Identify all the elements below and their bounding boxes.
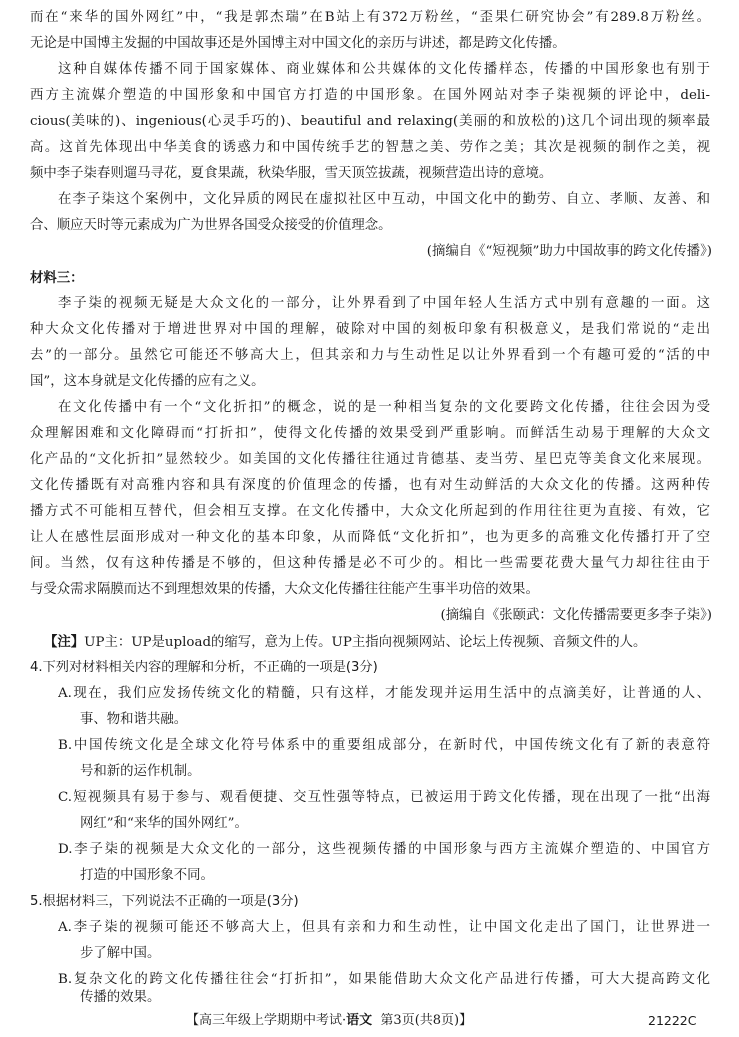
question-stem: 5.根据材料三，下列说法不正确的一项是(3分) bbox=[30, 894, 299, 909]
paragraph-line: 无论是中国博主发掘的中国故事还是外国博主对中国文化的亲历与讲述，都是跨文化传播。 bbox=[30, 36, 566, 51]
option-c: C.短视频具有易于参与、观看便捷、交互性强等特点，已被运用于跨文化传播，现在出现了一批“出海 bbox=[58, 790, 710, 805]
footer-page-number: 第3页(共8页)】 bbox=[380, 1013, 473, 1028]
paragraph-line: 国”，这本身就是文化传播的应有之义。 bbox=[30, 374, 265, 389]
option-c-cont: 网红”和“来华的国外网红”。 bbox=[80, 816, 248, 831]
option-a-cont: 步了解中国。 bbox=[80, 946, 161, 961]
paragraph-line: 播方式不可能相互替代，但会相互支撑。在文化传播中，大众文化所起到的作用往往更为直接、有效，它 bbox=[30, 504, 710, 519]
note bbox=[44, 632, 710, 652]
option-a-cont: 事、物和谐共融。 bbox=[80, 712, 188, 727]
paragraph-line: 这种自媒体传播不同于国家媒体、商业媒体和公共媒体的文化传播样态，传播的中国形象也有别于 bbox=[58, 62, 710, 77]
question-stem: 4.下列对材料相关内容的理解和分析，不正确的一项是(3分) bbox=[30, 660, 378, 675]
option-a: A.李子柒的视频可能还不够高大上，但具有亲和力和生动性，让中国文化走出了国门，让世界进一 bbox=[58, 920, 710, 935]
footer-exam: 【高三年级上学期期中考试· bbox=[186, 1013, 347, 1028]
paragraph-line: 西方主流媒介塑造的中国形象和中国官方打造的中国形象。在国外网站对李子柒视频的评论中，deli- bbox=[30, 88, 710, 103]
option-d-cont: 打造的中国形象不同。 bbox=[80, 868, 214, 883]
paragraph-line: 频中李子柒春则遛马寻花，夏食果蔬，秋染华服，雪天顶笠拔蔬，视频营造出诗的意境。 bbox=[30, 166, 553, 181]
paragraph-line: 间。当然，仅有这种传播是不够的，但这种传播是必不可少的。相比一些需要花费大量气力却往往由于 bbox=[30, 556, 710, 571]
option-b: B.复杂文化的跨文化传播往往会“打折扣”，如果能借助大众文化产品进行传播，可大大提高跨文化 bbox=[58, 972, 710, 987]
footer-exam-info bbox=[186, 1011, 556, 1031]
note-text: UP主：UP是upload的缩写，意为上传。UP主指向视频网站、论坛上传视频、音频文件的人。 bbox=[84, 635, 647, 650]
paragraph-line: 文化传播既有对高雅内容和具有深度的价值理念的传播，也有对生动鲜活的大众文化的传播。这两种传 bbox=[30, 478, 710, 493]
paragraph-line: 与受众需求隔膜而达不到理想效果的传播，大众文化传播往往能产生事半功倍的效果。 bbox=[30, 582, 539, 597]
paragraph-line: 众理解困难和文化障碍而“打折扣”，使得文化传播的效果受到严重影响。而鲜活生动易于理解的大众文 bbox=[30, 426, 710, 441]
paragraph-line: 而在“来华的国外网红”中，“我是郭杰瑞”在B站上有372万粉丝，“歪果仁研究协会”有289.8万粉丝。 bbox=[30, 10, 710, 25]
paragraph-line: 高。这首先体现出中华美食的诱惑力和中国传统手艺的智慧之美、劳作之美；其次是视频的制作之美，视 bbox=[30, 140, 710, 155]
option-b-cont: 号和新的运作机制。 bbox=[80, 764, 201, 779]
paragraph-line: 种大众文化传播对于增进世界对中国的理解，破除对中国的刻板印象有积极意义，是我们常说的“走出 bbox=[30, 322, 710, 337]
paragraph-line: 化产品的“文化折扣”显然较少。如美国的文化传播往往通过肯德基、麦当劳、星巴克等美食文化来展现。 bbox=[30, 452, 710, 467]
note-tag: 【注】 bbox=[44, 634, 85, 650]
source-citation: (摘编自《“短视频”助力中国故事的跨文化传播》) bbox=[426, 244, 712, 259]
paragraph-line: cious(美味的)、ingenious(心灵手巧的)、beautiful and relaxing(美丽的和放松的)这几个词出现的频率最 bbox=[30, 114, 710, 129]
option-b: B.中国传统文化是全球文化符号体系中的重要组成部分，在新时代，中国传统文化有了新的表意符 bbox=[58, 738, 710, 753]
footer-code: 21222C bbox=[648, 1013, 697, 1028]
source-citation: (摘编自《张颐武：文化传播需要更多李子柒》) bbox=[440, 608, 712, 623]
paragraph-line: 让人在感性层面形成对一种文化的基本印象，从而降低“文化折扣”，也为更多的高雅文化传播打开了空 bbox=[30, 530, 710, 545]
paragraph-line: 李子柒的视频无疑是大众文化的一部分，让外界看到了中国年轻人生活方式中别有意趣的一面。这 bbox=[58, 296, 710, 311]
paragraph-line: 去”的一部分。虽然它可能还不够高大上，但其亲和力与生动性足以让外界看到一个有趣可爱的“活的中 bbox=[30, 348, 710, 363]
option-b-cont: 传播的效果。 bbox=[80, 990, 161, 1005]
section-heading: 材料三： bbox=[30, 270, 84, 286]
paragraph-line: 合、顺应天时等元素成为广为世界各国受众接受的价值理念。 bbox=[30, 218, 392, 233]
option-a: A.现在，我们应发扬传统文化的精髓，只有这样，才能发现并运用生活中的点滴美好，让普通的人、 bbox=[58, 686, 710, 701]
page-footer bbox=[0, 1011, 739, 1031]
paragraph-line: 在李子柒这个案例中，文化异质的网民在虚拟社区中互动，中国文化中的勤劳、自立、孝顺、友善、和 bbox=[58, 192, 710, 207]
paragraph-line: 在文化传播中有一个“文化折扣”的概念，说的是一种相当复杂的文化要跨文化传播，往往会因为受 bbox=[58, 400, 710, 415]
footer-subject: 语文 bbox=[346, 1013, 373, 1028]
option-d: D.李子柒的视频是大众文化的一部分，这些视频传播的中国形象与西方主流媒介塑造的、中国官方 bbox=[58, 842, 710, 857]
